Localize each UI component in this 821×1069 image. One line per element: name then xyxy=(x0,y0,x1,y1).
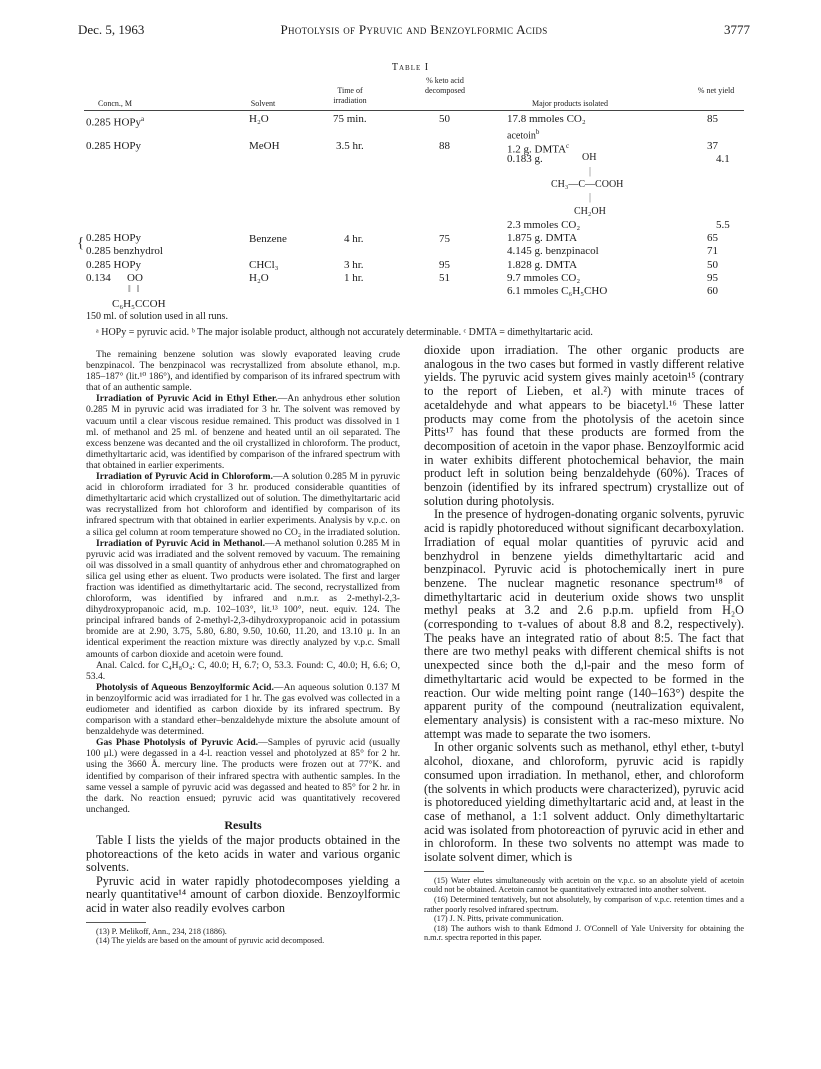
brace-icon: { xyxy=(77,235,85,251)
struct-oh: OH xyxy=(582,152,597,163)
bond-line: ‖‖ xyxy=(128,284,146,295)
cell-product: 1.828 g. DMTA xyxy=(507,259,578,271)
header-date: Dec. 5, 1963 xyxy=(78,22,145,37)
section-heading: Irradiation of Pyruvic Acid in Chloroform. xyxy=(96,471,273,483)
table-volume-note: 150 ml. of solution used in all runs. xyxy=(86,311,228,322)
footnote-marker: c xyxy=(566,142,570,150)
paragraph: In other organic solvents such as methanol, ethyl ether, t-butyl alcohol, dioxane, and chloroform, pyruvic acid is rapidly consumed upon irradiation. In methanol, ether, and chloroform (the solvents in which products were characterized), pyruvic acid is photoreduced yielding dimethyltartaric acid and, at least in the case of methanol, a 1:1 solvent adduct. Only dimethyltartaric acid was isolated from photoreaction of pyruvic acid in ether and in chloroform. In these two solvents no attempt was made to isolate solvent dimer, which is xyxy=(424,740,744,865)
cell-time: 3 hr. xyxy=(344,259,364,271)
section-heading: Irradiation of Pyruvic Acid in Methanol. xyxy=(96,537,266,549)
footnote: (13) P. Melikoff, Ann., 234, 218 (1886). xyxy=(96,926,227,936)
cell-product: acetoin xyxy=(507,130,536,142)
cell-conc: 0.285 HOPy xyxy=(86,232,142,244)
bond-line: | xyxy=(589,166,592,177)
cell-conc: 0.285 HOPy xyxy=(86,259,142,271)
footnote-marker: b xyxy=(535,128,540,136)
col-header-solvent: Solvent xyxy=(250,99,276,108)
paragraph: dioxide upon irradiation. The other organic products are analogous in the two cases but formed in vastly different relative yields. The pyruvic acid system gives mainly acetoin¹⁵ (contrary to the report of Lieben, et al.²) with minute traces of acetaldehyde and what appears to be biacetyl.¹⁶ These latter products may come from the photolysis of the acetoin since Pitts¹⁷ has found that these products are formed from the decomposition of acetoin in the vapor phase. Benzoylformic acid in water exhibits different photochemical behavior, the main product left in solution being benzaldehyde (60%). Traces of benzoin (identified by its infrared spectrum) crystallize out of solution during photolysis. xyxy=(424,343,744,508)
cell-yield: 37 xyxy=(707,140,718,152)
paragraph: Irradiation of Pyruvic Acid in Methanol.—A methanol solution 0.285 M in pyruvic acid was irradiated and the solvent removed by vacuum. The remaining oil was dissolved in a small quantity of anhydrous ether and chromatographed on silica gel using ether as eluent. Two products were isolated. The first and larger fraction was identified as dimethyltartaric acid. The second, recrystallized from chloroform, was identified by infrared and n.m.r. as 2-methyl-2,3-dihydroxypropanoic acid, m.p. 102–103°, lit.¹³ 100°, neut. equiv. 124. The principal infrared bands of 2-methyl-2,3-dihydroxypropanoic acid in potassium bromide are at 2.90, 3.75, 5.80, 6.80, 9.50, 10.60, 11.20, and 13.10 μ. In an identical experiment the reaction mixture was directly analyzed by v.p.c. Small amounts of carbon dioxide and acetoin were found. xyxy=(86,537,400,660)
cell-formula: C₆H₅CCOH xyxy=(112,298,166,310)
footnote-rule xyxy=(86,922,146,923)
paragraph: In the presence of hydrogen-donating organic solvents, pyruvic acid is rapidly photoreduced without significant decarboxylation. Irradiation of equal molar quantities of pyruvic acid and benzhydrol in benzene yields dimethyltartaric acid and benzpinacol. Pyruvic acid is photochemically inert in pure benzene. The nuclear magnetic resonance spectrum¹⁸ of dimethyltartaric acid in deuterium oxide shows two unsplit methyl peaks at 3.2 and 2.6 p.p.m. upfield from H₂O (corresponding to τ-values of about 8.8 and 8.2, respectively). The peaks have an integrated ratio of about 8:5. The fact that there are two methyl peaks with different chemical shifts is not unexpected since both the d,l-pair and the meso form of dimethyltartaric acid would be expected to be formed in the reaction. Our wide melting point range (140–163°) despite the apparent purity of the compound (neutralization equivalent, elementary analysis) is consistent with a rac-meso mixture. No attempt was made to separate the two isomers. xyxy=(424,507,744,741)
footnote: (17) J. N. Pitts, private communication. xyxy=(434,914,564,924)
cell-time: 3.5 hr. xyxy=(336,140,364,152)
footnote: (16) Determined tentatively, but not absolutely, by comparison of v.p.c. retention times and a rather poorly resolved infrared spectrum. xyxy=(424,894,744,914)
cell-solvent: H₂O xyxy=(249,272,269,284)
cell-solvent: MeOH xyxy=(249,140,280,152)
cell-yield: 5.5 xyxy=(716,219,730,231)
footnotes xyxy=(86,922,400,946)
results-heading: Results xyxy=(224,817,262,832)
cell-conc: 0.285 HOPy xyxy=(86,116,142,129)
cell-product: 1.875 g. DMTA xyxy=(507,232,578,244)
paragraph: The remaining benzene solution was slowly evaporated leaving crude benzpinacol. The benzpinacol was recrystallized from absolute ethanol, m.p. 185–187° (lit.¹⁰ 186°), and identified by comparison of its infrared spectrum with that of an authentic sample. xyxy=(86,349,400,394)
footnote: (15) Water elutes simultaneously with acetoin on the v.p.c. so an absolute yield of acetoin could not be obtained. Acetoin cannot be quantitatively extracted into another solvent. xyxy=(424,875,744,895)
cell-time: 1 hr. xyxy=(344,272,364,284)
cell-product: 0.183 g. xyxy=(507,153,543,165)
section-heading: Irradiation of Pyruvic Acid in Ethyl Ether. xyxy=(96,393,278,405)
paragraph: Anal. Calcd. for C₄H₈O₄: C, 40.0; H, 6.7; O, 53.3. Found: C, 40.0; H, 6.6; O, 53.4. xyxy=(86,659,400,682)
cell-yield: 65 xyxy=(707,232,718,244)
cell-product: 1.2 g. DMTA xyxy=(507,143,567,156)
cell-time: 75 min. xyxy=(333,113,367,125)
struct-ch2oh: CH₂OH xyxy=(574,206,606,217)
paragraph: Pyruvic acid in water rapidly photodecomposes yielding a nearly quantitative¹⁴ amount of carbon dioxide. Benzoylformic acid in water also readily evolves carbon xyxy=(86,873,400,915)
footnote-marker: a xyxy=(141,115,145,123)
col-header-time: Time of irradiation xyxy=(333,86,367,105)
cell-product: 2.3 mmoles CO₂ xyxy=(507,219,581,231)
table-header-rule xyxy=(84,110,744,111)
col-header-yield: % net yield xyxy=(697,86,735,95)
cell-yield: 95 xyxy=(707,272,718,284)
section-heading: Photolysis of Aqueous Benzoylformic Acid. xyxy=(96,681,274,693)
cell-solvent: H₂O xyxy=(249,113,269,125)
cell-pct: 50 xyxy=(439,113,450,125)
cell-product: 4.145 g. benzpinacol xyxy=(507,245,599,257)
cell-conc-struct: OO xyxy=(127,272,143,284)
cell-pct: 88 xyxy=(439,140,450,152)
section-heading: Gas Phase Photolysis of Pyruvic Acid. xyxy=(96,737,259,749)
cell-yield: 4.1 xyxy=(716,153,730,165)
cell-solvent: Benzene xyxy=(249,233,287,245)
paragraph: Gas Phase Photolysis of Pyruvic Acid.—Samples of pyruvic acid (usually 100 μl.) were degassed in a 4-l. reaction vessel and photolyzed at 85° for 2 hr. using the 3660 Å. mercury line. The products were frozen out at 77°K. and identified by comparison of their infrared spectra with authentic samples. In the same vessel a sample of pyruvic acid was degassed and heated to 85° for 2 hr. in the dark. No reaction ensued; pyruvic acid was quantitatively recovered unchanged. xyxy=(86,737,400,815)
cell-conc: 0.285 HOPy xyxy=(86,140,142,152)
cell-pct: 51 xyxy=(439,272,450,284)
cell-yield: 85 xyxy=(707,113,718,125)
cell-yield: 71 xyxy=(707,245,718,257)
left-column xyxy=(86,349,400,946)
running-header xyxy=(78,22,750,44)
table-title: Table I xyxy=(391,62,430,73)
struct-main: CH₃—C—COOH xyxy=(551,179,624,190)
footnote: (14) The yields are based on the amount of pyruvic acid decomposed. xyxy=(96,936,325,946)
table-footnotes: ᵃ HOPy = pyruvic acid. ᵇ The major isolable product, although not accurately determinable. ᶜ DMTA = dimethyltartaric acid. xyxy=(96,327,593,338)
cell-product: 17.8 mmoles CO₂ xyxy=(507,113,586,125)
col-header-products: Major products isolated xyxy=(532,99,608,108)
right-column xyxy=(424,344,744,943)
cell-conc: 0.285 benzhydrol xyxy=(86,245,163,257)
cell-pct: 75 xyxy=(439,233,450,245)
footnotes xyxy=(424,871,744,943)
cell-yield: 60 xyxy=(707,285,718,297)
paragraph: Photolysis of Aqueous Benzoylformic Acid.—An aqueous solution 0.137 M in benzoylformic acid was irradiated for 1 hr. The gas evolved was collected in a eudiometer and identified as carbon dioxide by its infrared spectrum. By comparison with a standard ether–benzaldehyde mixture the absolute amount of benzaldehyde was determined. xyxy=(86,681,401,738)
cell-solvent: CHCl₃ xyxy=(249,259,279,271)
cell-pct: 95 xyxy=(439,259,450,271)
paragraph: Irradiation of Pyruvic Acid in Chloroform.—A solution 0.285 M in pyruvic acid in chloroform irradiated for 3 hr. produced considerable quantities of dimethyltartaric acid which crystallized out of solution. The dimethyltartaric acid was recrystallized from hot chloroform and identified by comparison of its infrared spectrum with that obtained in earlier experiments. Analysis by v.p.c. on a silica gel column at room temperature showed no CO₂ in the irradiated solution. xyxy=(86,471,400,538)
col-header-pct: % keto acid decomposed xyxy=(425,76,465,95)
cell-conc: 0.134 xyxy=(86,272,111,284)
cell-product: 6.1 mmoles C₆H₅CHO xyxy=(507,285,608,297)
cell-time: 4 hr. xyxy=(344,233,364,245)
page-number: 3777 xyxy=(724,22,750,37)
footnote: (18) The authors wish to thank Edmond J. O'Connell of Yale University for obtaining the n.m.r. spectra reported in this paper. xyxy=(424,923,744,943)
footnote-rule xyxy=(424,871,484,872)
cell-product: 9.7 mmoles CO₂ xyxy=(507,272,581,284)
cell-yield: 50 xyxy=(707,259,718,271)
paragraph: Irradiation of Pyruvic Acid in Ethyl Ether.—An anhydrous ether solution 0.285 M in pyruvic acid was irradiated for 3 hr. The solvent was removed by vacuum until a clear viscous residue remained. This product was dissolved in 1 ml. of methanol and 25 ml. of benzene and heated until an oil separated. The excess benzene was decanted and the oil crystallized in chloroform. The product, dimethyltartaric acid, was identified by comparison of the infrared spectrum with that obtained in earlier experiments. xyxy=(86,393,400,471)
col-header-conc: Concn., M xyxy=(98,99,132,108)
bond-line: | xyxy=(589,192,592,203)
paragraph: Table I lists the yields of the major products obtained in the photoreactions of the keto acids in water and various organic solvents. xyxy=(86,833,400,875)
header-title: Photolysis of Pyruvic and Benzoylformic Acids xyxy=(280,22,548,37)
